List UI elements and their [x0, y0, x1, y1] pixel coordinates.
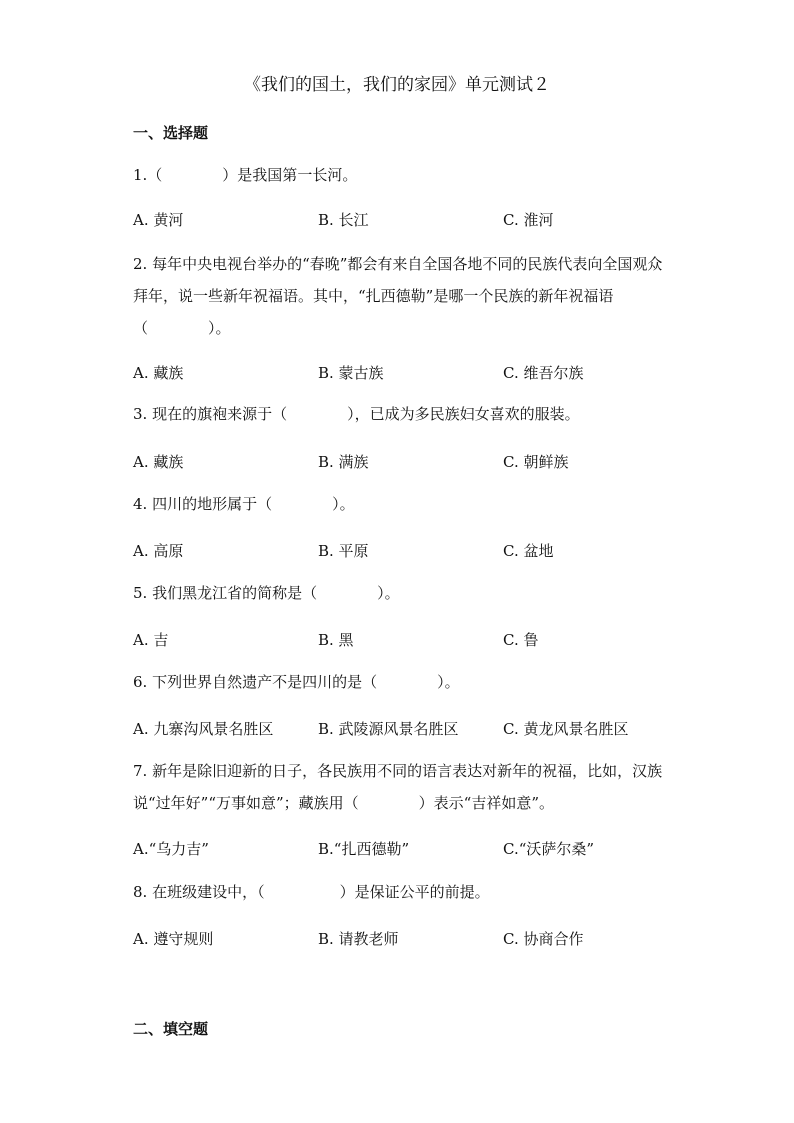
page-title: 《我们的国土，我们的家园》单元测试２	[244, 75, 550, 95]
question-6: 6. 下列世界自然遗产不是四川的是（ ）。	[133, 673, 460, 691]
option-a: A. 吉	[133, 631, 169, 649]
option-a: A. 藏族	[133, 453, 184, 471]
option-c: C. 淮河	[503, 211, 554, 229]
option-b: B. 蒙古族	[318, 364, 384, 382]
option-c: C. 盆地	[503, 542, 554, 560]
option-c: C. 协商合作	[503, 930, 584, 948]
option-c: C. 黄龙风景名胜区	[503, 720, 629, 738]
question-1: 1.（ ）是我国第一长河。	[133, 166, 358, 184]
question-5: 5. 我们黑龙江省的简称是（ ）。	[133, 584, 400, 602]
question-4: 4. 四川的地形属于（ ）。	[133, 495, 355, 513]
option-c: C. 朝鲜族	[503, 453, 569, 471]
option-b: B.“扎西德勒”	[318, 840, 410, 858]
option-a: A. 遵守规则	[133, 930, 214, 948]
option-a: A. 高原	[133, 542, 184, 560]
option-a: A. 藏族	[133, 364, 184, 382]
option-b: B. 满族	[318, 453, 369, 471]
option-c: C. 鲁	[503, 631, 539, 649]
question-3: 3. 现在的旗袍来源于（ ），已成为多民族妇女喜欢的服装。	[133, 405, 580, 423]
question-8: 8. 在班级建设中，（ ）是保证公平的前提。	[133, 883, 490, 901]
option-b: B. 长江	[318, 211, 369, 229]
question-7: 7. 新年是除旧迎新的日子，各民族用不同的语言表达对新年的祝福，比如，汉族说“过年好”“万事如意”；藏族用（ ）表示“吉祥如意”。	[133, 762, 663, 812]
option-b: B. 黑	[318, 631, 354, 649]
option-b: B. 请教老师	[318, 930, 399, 948]
option-a: A.“乌力吉”	[133, 840, 209, 858]
option-b: B. 平原	[318, 542, 369, 560]
option-c: C.“沃萨尔桑”	[503, 840, 595, 858]
option-b: B. 武陵源风景名胜区	[318, 720, 459, 738]
section-heading-fill-in: 二、填空题	[133, 1020, 209, 1038]
option-c: C. 维吾尔族	[503, 364, 584, 382]
option-a: A. 黄河	[133, 211, 184, 229]
question-2: 2. 每年中央电视台举办的“春晚”都会有来自全国各地不同的民族代表向全国观众拜年，说一些新年祝福语。其中，“扎西德勒”是哪一个民族的新年祝福语（ ）。	[133, 255, 663, 337]
section-heading-choice: 一、选择题	[133, 124, 209, 142]
option-a: A. 九寨沟风景名胜区	[133, 720, 274, 738]
